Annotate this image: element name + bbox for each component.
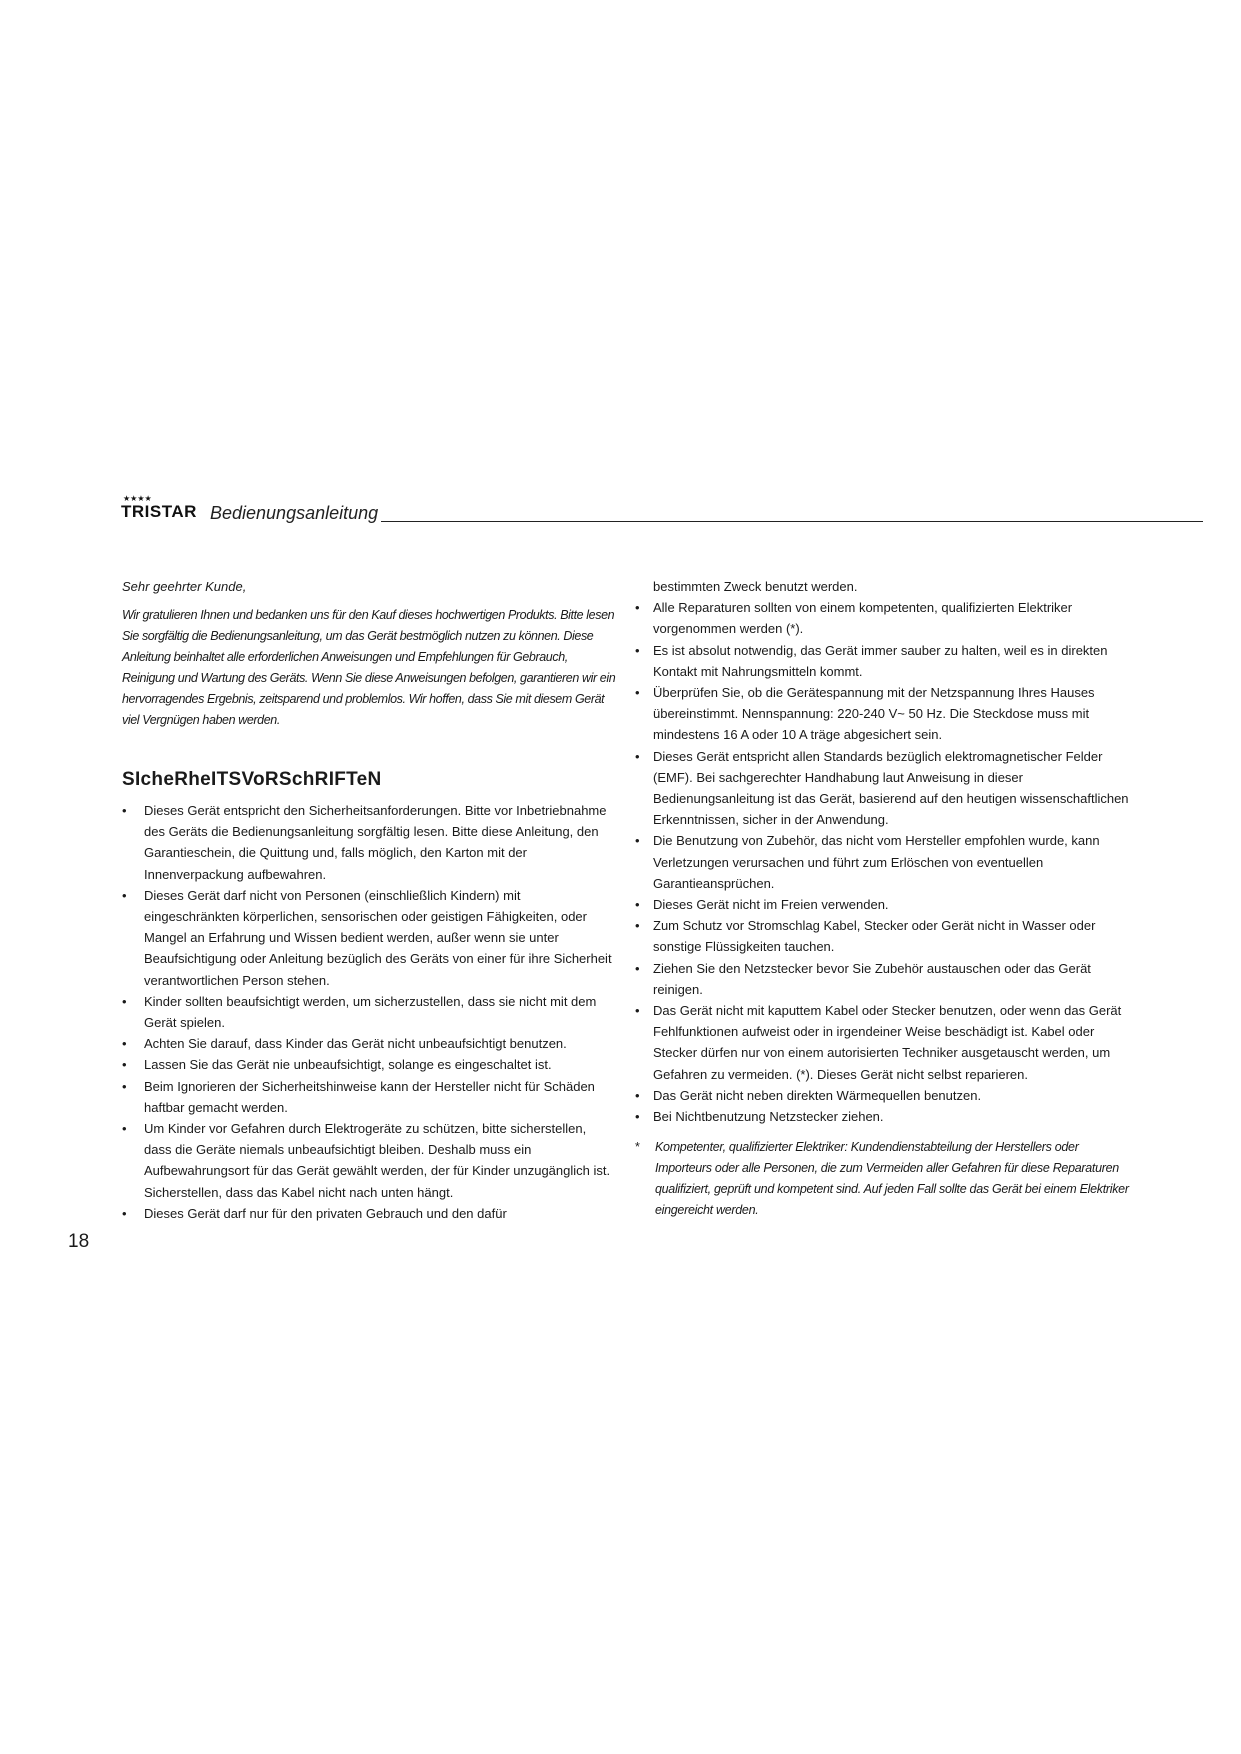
bullet-icon: • (635, 918, 640, 934)
list-item (635, 640, 1130, 682)
list-item (122, 885, 617, 991)
bullet-icon: • (122, 1121, 127, 1137)
list-item-text: Dieses Gerät nicht im Freien verwenden. (653, 897, 889, 913)
bullet-icon: • (122, 993, 127, 1009)
tristar-logo (121, 495, 207, 525)
list-item-text: Beim Ignorieren der Sicherheitshinweise kann der Hersteller nicht für Schäden haftbar gemacht werden. (144, 1078, 595, 1115)
bullet-icon: • (635, 897, 640, 913)
list-item-text: Alle Reparaturen sollten von einem kompetenten, qualifizierten Elektriker vorgenommen werden (*). (653, 600, 1073, 637)
list-item-text: Die Benutzung von Zubehör, das nicht vom Hersteller empfohlen wurde, kann Verletzungen verursachen und führt zum Erlöschen von eventuellen Garantieansprüchen. (653, 833, 1100, 891)
list-item-text: Dieses Gerät entspricht allen Standards bezüglich elektromagnetischer Felder (EMF). Bei sachgerechter Handhabung laut Anweisung in dieser Bedienungsanleitung ist das Gerät, basierend auf den heutigen wissenschaftlichen Erkenntnissen, sicher in der Anwendung. (653, 748, 1129, 828)
list-item (635, 894, 1130, 915)
list-item (122, 1118, 617, 1203)
list-item-text: Achten Sie darauf, dass Kinder das Gerät nicht unbeaufsichtigt benutzen. (144, 1036, 567, 1052)
safety-list-left (122, 800, 617, 1224)
bullet-icon: • (122, 1057, 127, 1073)
bullet-icon: • (635, 1003, 640, 1019)
list-item (122, 991, 617, 1033)
right-column (635, 576, 1130, 1221)
logo-text: TRISTAR (121, 502, 197, 521)
page-header (121, 495, 1203, 525)
bullet-icon: • (122, 1205, 127, 1221)
list-item-text: Dieses Gerät darf nur für den privaten Gebrauch und den dafür (144, 1205, 507, 1221)
list-item (635, 682, 1130, 746)
logo-stars-icon: ★★★★ (123, 494, 152, 503)
continued-text: bestimmten Zweck benutzt werden. (653, 579, 858, 594)
list-item-text: Überprüfen Sie, ob die Gerätespannung mit der Netzspannung Ihres Hauses übereinstimmt. Nennspannung: 220-240 V~ 50 Hz. Die Steckdose muss mit mindestens 16 A oder 10 A träge abgesichert sein. (653, 685, 1095, 743)
bullet-icon: • (635, 642, 640, 658)
list-item-text: Bei Nichtbenutzung Netzstecker ziehen. (653, 1109, 884, 1125)
list-item (122, 800, 617, 885)
list-item-text: Zum Schutz vor Stromschlag Kabel, Stecker oder Gerät nicht in Wasser oder sonstige Flüssigkeiten tauchen. (653, 918, 1096, 955)
left-column (122, 576, 617, 1224)
list-item-text: Dieses Gerät darf nicht von Personen (einschließlich Kindern) mit eingeschränkten körperlichen, sensorischen oder geistigen Fähigkeiten, oder Mangel an Erfahrung und Wissen bedient werden, außer wenn sie unter Beaufsichtigung oder Anleitung bezüglich des Geräts von einer für ihre Sicherheit verantwortlichen Person stehen. (144, 887, 612, 988)
bullet-icon: • (635, 685, 640, 701)
bullet-icon: • (122, 887, 127, 903)
list-item (122, 1076, 617, 1118)
intro-paragraph: Wir gratulieren Ihnen und bedanken uns für den Kauf dieses hochwertigen Produkts. Bitte lesen Sie sorgfältig die Bedienungsanleitung, um das Gerät bestmöglich nutzen zu können. Diese Anleitung beinhaltet alle erforderlichen Anweisungen und Empfehlungen für Gebrauch, Reinigung und Wartung des Geräts. Wenn Sie diese Anweisungen befolgen, garantieren wir ein hervorragendes Ergebnis, zeitsparend und problemlos. Wir hoffen, dass Sie mit diesem Gerät viel Vergnügen haben werden. (122, 608, 616, 727)
list-item-text: Ziehen Sie den Netzstecker bevor Sie Zubehör austauschen oder das Gerät reinigen. (653, 960, 1091, 997)
list-item (635, 830, 1130, 894)
footnote (635, 1137, 1130, 1221)
list-item (635, 597, 1130, 639)
bullet-icon: • (635, 833, 640, 849)
list-item (635, 746, 1130, 831)
list-item (635, 1000, 1130, 1085)
list-item (122, 1033, 617, 1054)
section-title: SIcheRheITSVoRSchRIFTeN (122, 769, 382, 790)
greeting: Sehr geehrter Kunde, (122, 579, 247, 594)
list-item-text: Um Kinder vor Gefahren durch Elektrogeräte zu schützen, bitte sicherstellen, dass die Geräte niemals unbeaufsichtigt bleiben. Deshalb muss ein Aufbewahrungsort für das Gerät gewählt werden, der für Kinder unzugänglich ist. Sicherstellen, dass das Kabel nicht nach unten hängt. (144, 1121, 611, 1200)
list-item-text: Kinder sollten beaufsichtigt werden, um sicherzustellen, dass sie nicht mit dem Gerät spielen. (144, 993, 597, 1031)
list-item (635, 1106, 1130, 1127)
bullet-icon: • (122, 1078, 127, 1094)
list-item (635, 915, 1130, 957)
list-item (122, 1203, 617, 1224)
bullet-icon: • (635, 1109, 640, 1125)
footnote-text: Kompetenter, qualifizierter Elektriker: Kundendienstabteilung der Herstellers oder Importeurs oder alle Personen, die zum Vermeiden aller Gefahren für diese Reparaturen qualifiziert, geprüft und kompetent sind. Auf jeden Fall sollte das Gerät bei einem Elektriker eingereicht werden. (655, 1140, 1129, 1218)
bullet-icon: • (635, 748, 640, 764)
list-item-text: Das Gerät nicht mit kaputtem Kabel oder Stecker benutzen, oder wenn das Gerät Fehlfunktionen aufweist oder in irgendeiner Weise beschädigt ist. Kabel oder Stecker dürfen nur von einem autorisierten Techniker ausgetauscht werden, um Gefahren zu vermeiden. (*). Dieses Gerät nicht selbst reparieren. (653, 1003, 1122, 1082)
list-item (635, 1085, 1130, 1106)
list-item-text: Das Gerät nicht neben direkten Wärmequellen benutzen. (653, 1087, 982, 1103)
bullet-icon: • (635, 1087, 640, 1103)
footnote-marker: * (635, 1140, 640, 1155)
header-divider (381, 521, 1203, 522)
bullet-icon: • (122, 803, 127, 818)
page-number: 18 (68, 1231, 90, 1252)
list-item-text: Es ist absolut notwendig, das Gerät immer sauber zu halten, weil es in direkten Kontakt mit Nahrungsmitteln kommt. (653, 642, 1108, 679)
bullet-icon: • (635, 600, 640, 616)
safety-list-right (635, 597, 1130, 1127)
bullet-icon: • (635, 960, 640, 976)
list-item-text: Lassen Sie das Gerät nie unbeaufsichtigt, solange es eingeschaltet ist. (144, 1057, 552, 1073)
bullet-icon: • (122, 1036, 127, 1052)
list-item (122, 1054, 617, 1075)
header-title: Bedienungsanleitung (210, 503, 379, 523)
list-item (635, 958, 1130, 1000)
list-item-text: Dieses Gerät entspricht den Sicherheitsanforderungen. Bitte vor Inbetriebnahme des Geräts die Bedienungsanleitung sorgfältig lesen. Bitte diese Anleitung, den Garantieschein, die Quittung und, falls möglich, den Karton mit der Innenverpackung aufbewahren. (144, 803, 607, 882)
